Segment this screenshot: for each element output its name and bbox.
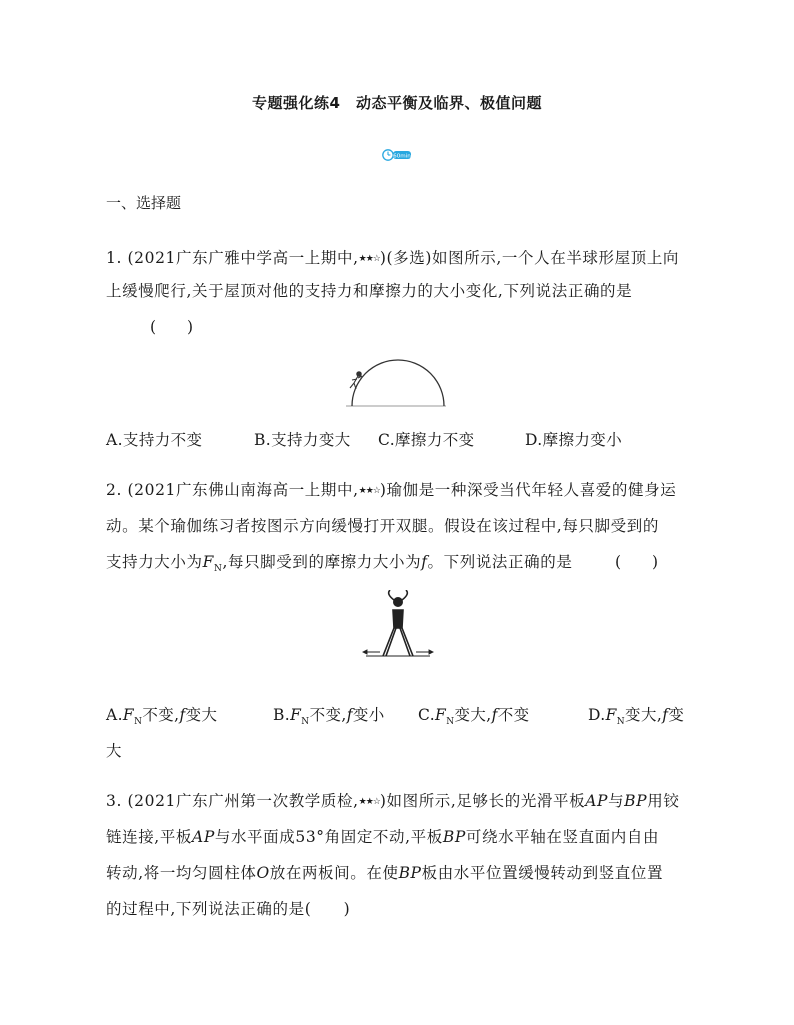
q3-line-1: 3. (2021广东广州第一次教学质检,★★☆)如图所示,足够长的光滑平板AP与BP用铰 <box>106 792 680 810</box>
q3-line-4: 的过程中,下列说法正确的是( ) <box>106 900 351 918</box>
q1-line-2: 上缓慢爬行,关于屋顶对他的支持力和摩擦力的大小变化,下列说法正确的是 <box>106 282 633 300</box>
q2-option-b: $B.F_N$不变,f变小 <box>273 706 385 728</box>
q3-line-2: 链连接,平板AP与水平面成53°角固定不动,平板BP可绕水平轴在竖直面内自由 <box>106 828 660 846</box>
right-arrow-icon <box>416 650 433 654</box>
q2-option-d: $D.F_N$变大,f变 <box>588 706 685 728</box>
page-title: 专题强化练4 动态平衡及临界、极值问题 <box>252 94 542 112</box>
q1-answer-blank: ( ) <box>150 318 194 336</box>
q2-answer-blank: ( ) <box>615 553 659 571</box>
difficulty-stars: ★★☆ <box>358 254 380 264</box>
q2-option-d-wrap: 大 <box>106 742 122 760</box>
q1-line-1: 1. (2021广东广雅中学高一上期中,★★☆)(多选)如图所示,一个人在半球形屋顶上向 <box>106 249 680 267</box>
q3-line-3: 转动,将一均匀圆柱体O放在两板间。在使BP板由水平位置缓慢转动到竖直位置 <box>106 864 664 882</box>
q2-line-3: 支持力大小为$F_N$,每只脚受到的摩擦力大小为f。下列说法正确的是 <box>106 553 573 575</box>
difficulty-stars: ★★☆ <box>358 797 380 807</box>
difficulty-stars: ★★☆ <box>358 486 380 496</box>
q1-option-b: B.支持力变大 <box>254 431 351 449</box>
q2-option-c: $C.F_N$变大,f不变 <box>418 706 530 728</box>
yoga-figure <box>360 590 436 672</box>
q2-line-1: 2. (2021广东佛山南海高一上期中,★★☆)瑜伽是一种深受当代年轻人喜爱的健身运 <box>106 481 677 499</box>
timer-label: 60min <box>393 153 411 160</box>
q1-option-d: D.摩擦力变小 <box>525 431 623 449</box>
q3-answer-blank: ( ) <box>304 900 351 918</box>
q2-line-2: 动。某个瑜伽练习者按图示方向缓慢打开双腿。假设在该过程中,每只脚受到的 <box>106 517 659 535</box>
section-title: 一、选择题 <box>106 194 182 212</box>
q1-option-c: C.摩擦力不变 <box>378 431 475 449</box>
q1-option-a: A.支持力不变 <box>106 431 203 449</box>
left-arrow-icon <box>363 650 380 654</box>
hemisphere-roof-figure <box>340 358 448 410</box>
timer-icon <box>382 148 412 162</box>
q2-option-a: $A.F_N$不变,f变大 <box>106 706 218 728</box>
